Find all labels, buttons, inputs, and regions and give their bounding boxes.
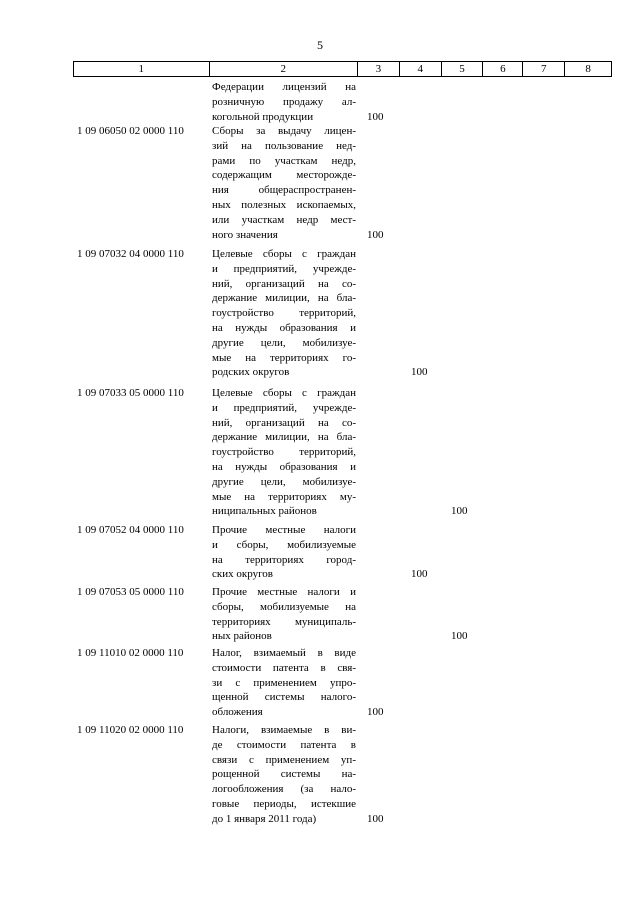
description-line: когольной продукции xyxy=(212,110,314,123)
description-line: Федерации лицензий на xyxy=(212,81,356,93)
description-line: Целевые сборы с граждан xyxy=(212,387,356,399)
description-line: говые периоды, истекшие xyxy=(212,797,356,810)
row-value: 100 xyxy=(451,505,468,518)
description-line: ных районов xyxy=(212,630,272,643)
description-line: содержащим месторожде- xyxy=(212,169,356,182)
row-value: 100 xyxy=(451,630,468,643)
description-line: другие цели, мобилизуе- xyxy=(212,475,356,488)
row-code: 1 09 07053 05 0000 110 xyxy=(77,586,184,598)
description-line: связи с применением уп- xyxy=(212,753,356,766)
description-line: Сборы за выдачу лицен- xyxy=(212,125,356,137)
description-line: Прочие местные налоги и xyxy=(212,586,356,598)
description-line: зий на пользование нед- xyxy=(212,139,356,152)
row-value: 100 xyxy=(411,366,428,379)
page-number: 5 xyxy=(317,38,323,52)
header-col-4: 4 xyxy=(400,62,442,76)
description-line: гоустройство территорий, xyxy=(212,307,356,320)
header-col-5: 5 xyxy=(442,62,484,76)
description-line: ного значения xyxy=(212,228,278,241)
description-line: Целевые сборы с граждан xyxy=(212,248,356,260)
header-col-7: 7 xyxy=(523,62,565,76)
description-line: сборы, мобилизуемые на xyxy=(212,600,356,613)
description-line: территориях муниципаль- xyxy=(212,615,356,628)
description-line: стоимости патента в свя- xyxy=(212,661,356,674)
row-description xyxy=(212,124,356,242)
description-line: гоустройство территорий, xyxy=(212,446,356,459)
row-value: 100 xyxy=(367,812,384,825)
row-value: 100 xyxy=(367,228,384,241)
description-line: Прочие местные налоги xyxy=(212,524,356,536)
header-col-6: 6 xyxy=(483,62,523,76)
row-value: 100 xyxy=(411,568,428,581)
description-line: Налог, взимаемый в виде xyxy=(212,647,356,659)
description-line: другие цели, мобилизуе- xyxy=(212,336,356,349)
description-line: ний, организаций на со- xyxy=(212,277,356,290)
description-line: держание милиции, на бла- xyxy=(212,292,356,305)
row-description xyxy=(212,386,356,519)
description-line: мые на территориях му- xyxy=(212,490,356,503)
description-line: мые на территориях го- xyxy=(212,351,356,364)
row-description xyxy=(212,247,356,380)
description-line: на нужды образования и xyxy=(212,321,356,334)
description-line: ния общераспространен- xyxy=(212,184,356,197)
row-code: 1 09 11020 02 0000 110 xyxy=(77,724,184,736)
description-line: де стоимости патента в xyxy=(212,738,356,751)
row-code: 1 09 07033 05 0000 110 xyxy=(77,387,184,399)
description-line: на нужды образования и xyxy=(212,460,356,473)
description-line: ных полезных ископаемых, xyxy=(212,198,356,211)
row-description xyxy=(212,80,356,124)
description-line: розничную продажу ал- xyxy=(212,95,356,108)
description-line: или участкам недр мест- xyxy=(212,213,356,226)
description-line: зи с применением упро- xyxy=(212,676,356,689)
description-line: Налоги, взимаемые в ви- xyxy=(212,724,356,736)
description-line: до 1 января 2011 года) xyxy=(212,812,317,825)
row-description xyxy=(212,585,356,644)
description-line: обложения xyxy=(212,706,263,719)
description-line: ских округов xyxy=(212,568,273,581)
row-value: 100 xyxy=(367,110,384,123)
row-description xyxy=(212,523,356,582)
row-description xyxy=(212,646,356,720)
row-value: 100 xyxy=(367,706,384,719)
description-line: логообложения (за нало- xyxy=(212,783,356,796)
description-line: и предприятий, учрежде- xyxy=(212,401,356,414)
description-line: держание милиции, на бла- xyxy=(212,431,356,444)
header-col-1: 1 xyxy=(74,62,210,76)
header-col-8: 8 xyxy=(585,63,591,75)
description-line: щенной системы налого- xyxy=(212,691,356,704)
header-col-2: 2 xyxy=(210,62,358,76)
description-line: и сборы, мобилизуемые xyxy=(212,538,356,551)
description-line: и предприятий, учрежде- xyxy=(212,262,356,275)
table-header xyxy=(73,61,612,77)
row-description xyxy=(212,723,356,827)
description-line: ниципальных районов xyxy=(212,505,317,518)
row-code: 1 09 07032 04 0000 110 xyxy=(77,248,184,260)
row-code: 1 09 06050 02 0000 110 xyxy=(77,125,184,137)
description-line: на территориях город- xyxy=(212,553,356,566)
description-line: рами по участкам недр, xyxy=(212,154,356,167)
description-line: рощенной системы на- xyxy=(212,768,356,781)
row-code: 1 09 11010 02 0000 110 xyxy=(77,647,184,659)
description-line: родских округов xyxy=(212,366,290,379)
description-line: ний, организаций на со- xyxy=(212,416,356,429)
header-col-3: 3 xyxy=(358,62,400,76)
row-code: 1 09 07052 04 0000 110 xyxy=(77,524,184,536)
